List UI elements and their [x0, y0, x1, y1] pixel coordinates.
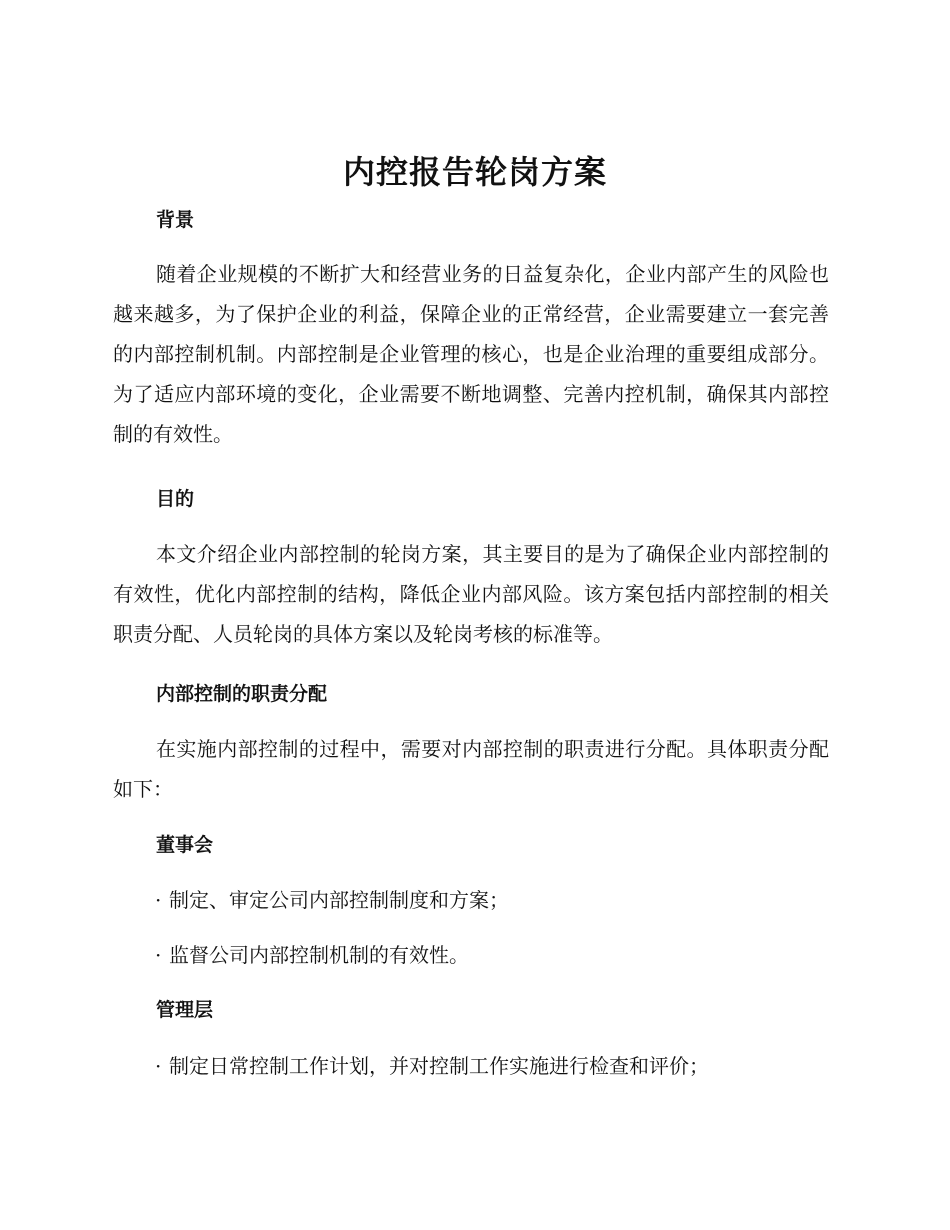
list-item-text: 监督公司内部控制机制的有效性。	[169, 943, 469, 967]
list-item	[155, 940, 469, 970]
bullet-icon: ·	[155, 888, 162, 912]
section-heading-board: 董事会	[156, 834, 214, 856]
list-item	[155, 1051, 709, 1081]
list-item-text: 制定、审定公司内部控制制度和方案；	[169, 888, 509, 912]
list-item	[155, 885, 509, 915]
list-item-text: 制定日常控制工作计划，并对控制工作实施进行检查和评价；	[169, 1054, 709, 1078]
paragraph-responsibilities: 在实施内部控制的过程中，需要对内部控制的职责进行分配。具体职责分配如下：	[113, 737, 829, 801]
section-heading-responsibilities: 内部控制的职责分配	[156, 683, 328, 705]
document-title: 内控报告轮岗方案	[342, 153, 607, 191]
paragraph-purpose: 本文介绍企业内部控制的轮岗方案，其主要目的是为了确保企业内部控制的有效性，优化内部控制的结构，降低企业内部风险。该方案包括内部控制的相关职责分配、人员轮岗的具体方案以及轮岗考核的标准等。	[113, 542, 829, 646]
section-heading-management: 管理层	[156, 999, 214, 1021]
section-heading-background: 背景	[156, 209, 195, 231]
bullet-icon: ·	[155, 1054, 162, 1078]
paragraph-background: 随着企业规模的不断扩大和经营业务的日益复杂化，企业内部产生的风险也越来越多，为了保护企业的利益，保障企业的正常经营，企业需要建立一套完善的内部控制机制。内部控制是企业管理的核心，也是企业治理的重要组成部分。为了适应内部环境的变化，企业需要不断地调整、完善内控机制，确保其内部控制的有效性。	[113, 262, 829, 446]
section-heading-purpose: 目的	[156, 488, 195, 510]
bullet-icon: ·	[155, 943, 162, 967]
